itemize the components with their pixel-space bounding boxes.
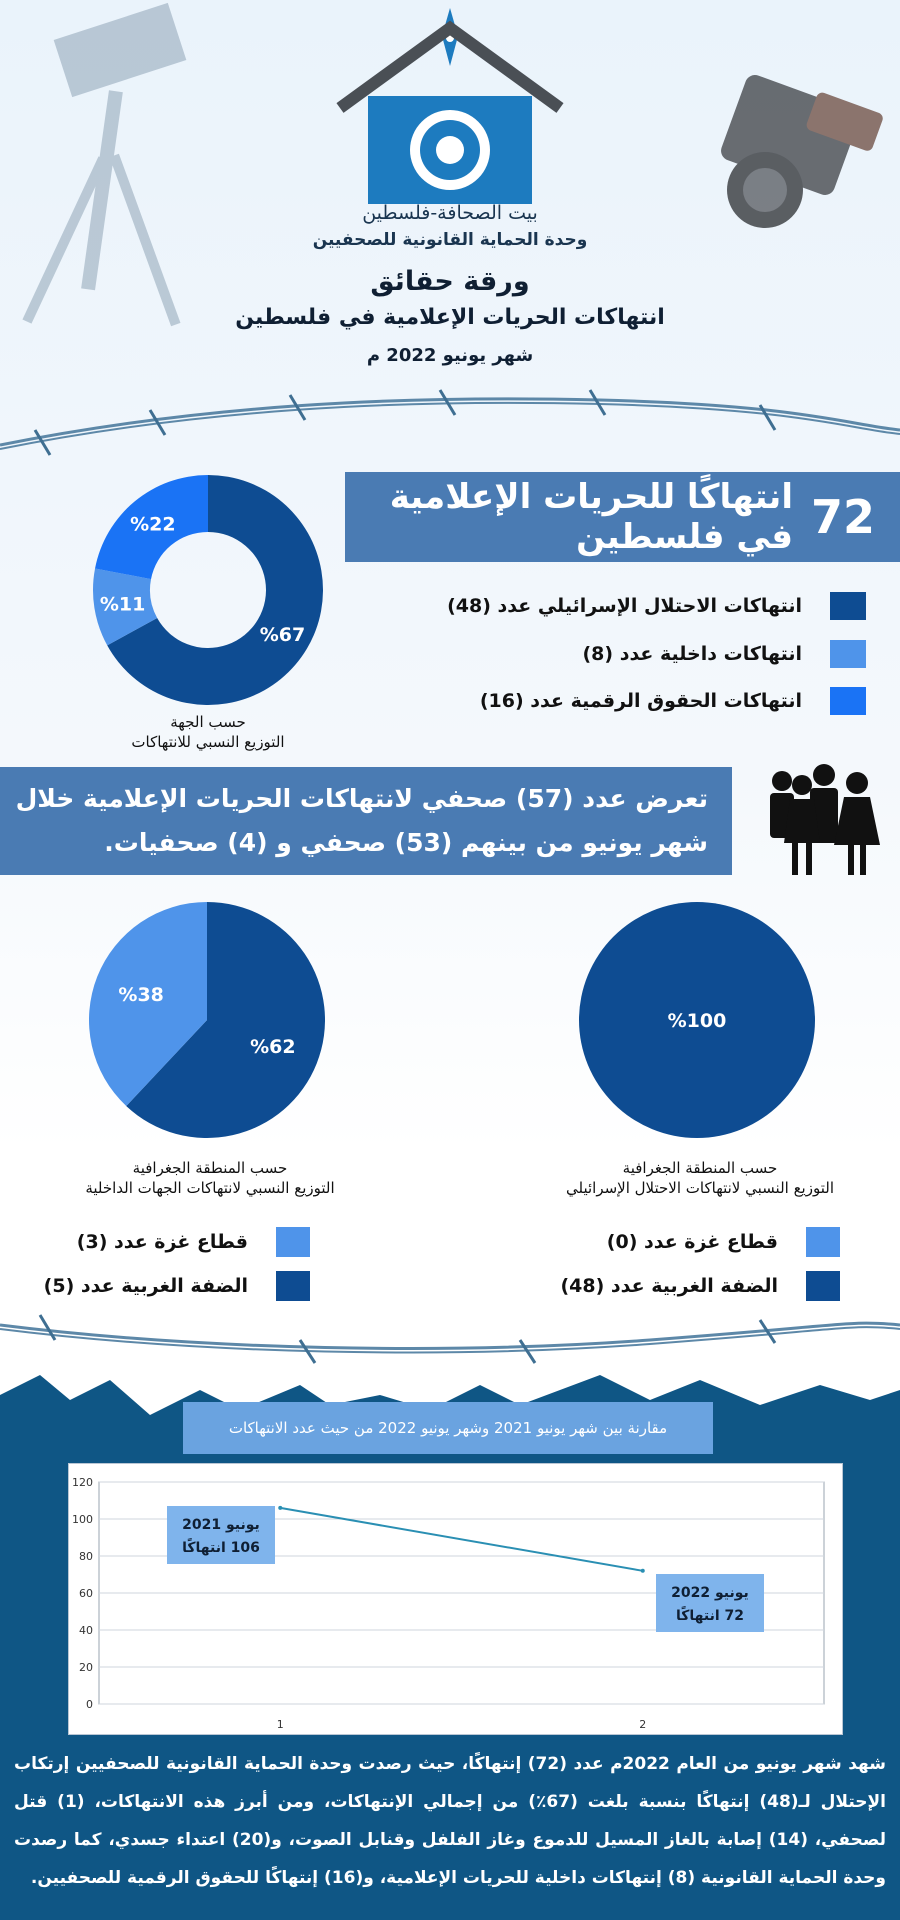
pie-occupation-subtitle: التوزيع النسبي لانتهاكات الاحتلال الإسرائيلي (565, 1179, 834, 1197)
donut-subtitle: التوزيع النسبي للانتهاكات (131, 733, 285, 751)
legend-label: قطاع غزة عدد (3) (76, 1231, 248, 1253)
pie-internal-caption (50, 1158, 370, 1198)
y-tick-label: 60 (79, 1587, 93, 1600)
legend-swatch (830, 592, 866, 620)
x-tick-label: 2 (639, 1718, 647, 1731)
geo-internal-gaza (40, 1227, 310, 1257)
doc-period: شهر يونيو 2022 م (366, 345, 534, 366)
y-tick-label: 0 (86, 1698, 93, 1711)
pie-internal-subtitle: التوزيع النسبي لانتهاكات الجهات الداخلية (85, 1179, 335, 1197)
total-violations-banner (345, 472, 900, 562)
annotation-line2: 72 انتهاكًا (675, 1608, 745, 1624)
pie-chart-occupation-geo (575, 898, 819, 1142)
pie-slice-label: %38 (118, 983, 164, 1006)
legend-swatch (830, 687, 866, 715)
summary-paragraph: شهد شهر يونيو من العام 2022م عدد (72) إنتهاكًا، حيث رصدت وحدة الحماية القانونية للصحفيين إرتكاب الإحتلال لـ(48) إنتهاكًا بنسبة بلغت (67٪) من إجمالي الإنتهاكات، ومن أبرز هذه الانتهاكات، (1) قتل لصحفي، (14) إصابة بالغاز المسيل للدموع وغاز الفلفل وقنابل الصوت، و(20) اعتداء جسدي، كما رصدت وحدة الحماية القانونية (8) إنتهاكات داخلية للحريات الإعلامية، و(16) إنتهاكًا للحقوق الرقمية للصحفيين. (14, 1754, 887, 1888)
barbed-wire-divider (0, 385, 900, 465)
legend-swatch (806, 1271, 840, 1301)
legend-label: انتهاكات الحقوق الرقمية عدد (16) (479, 690, 802, 712)
pie-slice-label: %100 (667, 1010, 727, 1032)
data-annotation (656, 1574, 764, 1632)
x-tick-label: 1 (276, 1718, 284, 1731)
people-icon (762, 763, 887, 878)
legend-label: انتهاكات داخلية عدد (8) (582, 643, 802, 665)
y-tick-label: 20 (79, 1661, 93, 1674)
geo-internal-westbank (20, 1271, 310, 1301)
y-tick-label: 80 (79, 1550, 93, 1563)
y-tick-label: 100 (72, 1513, 93, 1526)
pie-slice-label: %11 (99, 593, 146, 616)
doc-type: ورقة حقائق (370, 266, 530, 297)
geo-occupation-westbank (530, 1271, 840, 1301)
press-house-logo (330, 8, 570, 208)
legend-label: قطاع غزة عدد (0) (606, 1231, 778, 1253)
geo-occupation-gaza (560, 1227, 840, 1257)
line-chart-comparison (69, 1464, 842, 1734)
donut-caption (88, 712, 328, 752)
donut-chart-by-party (88, 470, 328, 710)
comparison-title: مقارنة بين شهر يونيو 2021 وشهر يونيو 2022 من حيث عدد الانتهاكات (183, 1402, 713, 1454)
legend-swatch (276, 1271, 310, 1301)
legend-label: الضفة الغربية عدد (5) (43, 1275, 248, 1297)
y-tick-label: 120 (72, 1476, 93, 1489)
line-chart-frame (68, 1463, 843, 1735)
annotation-line2: 106 انتهاكًا (182, 1540, 260, 1556)
total-number: 72 (810, 490, 875, 544)
data-point (641, 1569, 645, 1573)
doc-title: انتهاكات الحريات الإعلامية في فلسطين (235, 305, 665, 330)
data-annotation (167, 1506, 275, 1564)
annotation-line1: يونيو 2021 (182, 1517, 260, 1533)
donut-title: حسب الجهة (170, 713, 246, 731)
org-name: بيت الصحافة-فلسطين (362, 202, 538, 224)
legend-swatch (830, 640, 866, 668)
legend-swatch (806, 1227, 840, 1257)
pie-internal-title: حسب المنطقة الجغرافية (132, 1159, 288, 1177)
legend-label: الضفة الغربية عدد (48) (560, 1275, 778, 1297)
pie-slice-label: %62 (250, 1036, 296, 1059)
series-line (280, 1508, 643, 1571)
legend-swatch (276, 1227, 310, 1257)
y-tick-label: 40 (79, 1624, 93, 1637)
legend-item-digital (480, 687, 866, 715)
total-label: انتهاكًا للحريات الإعلامية في فلسطين (389, 477, 793, 557)
pie-chart-internal-geo (85, 898, 329, 1142)
legend-item-internal (582, 640, 866, 668)
legend-label: انتهاكات الاحتلال الإسرائيلي عدد (48) (447, 595, 802, 617)
legend-item-occupation (447, 592, 866, 620)
journalists-banner: تعرض عدد (57) صحفي لانتهاكات الحريات الإعلامية خلال شهر يونيو من بينهم (53) صحفي و (4) صحفيات. (0, 767, 732, 875)
org-unit: وحدة الحماية القانونية للصحفيين (312, 230, 588, 250)
pie-slice-label: %22 (130, 513, 176, 536)
data-point (278, 1506, 282, 1510)
pie-occupation-caption (530, 1158, 870, 1198)
pie-slice-label: %67 (259, 624, 306, 647)
pie-occupation-title: حسب المنطقة الجغرافية (622, 1159, 778, 1177)
annotation-line1: يونيو 2022 (671, 1585, 749, 1601)
